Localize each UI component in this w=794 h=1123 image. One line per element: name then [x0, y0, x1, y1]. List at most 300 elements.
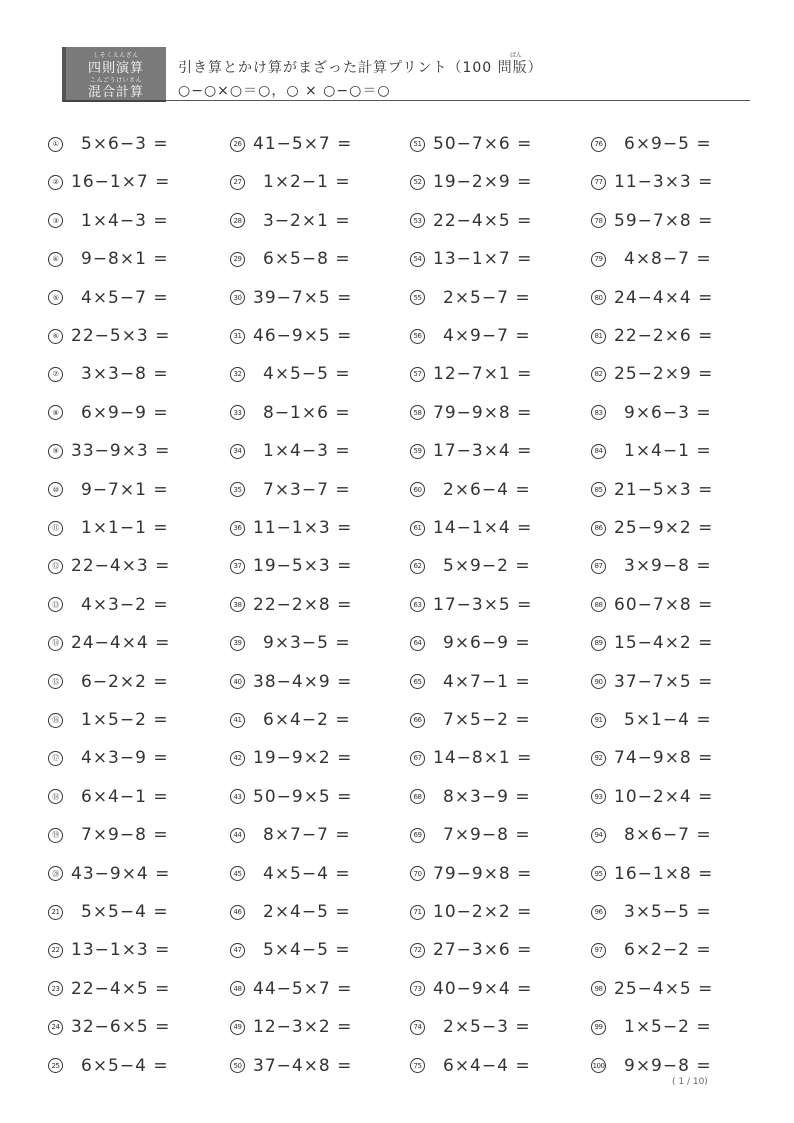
problem-expression: 4×5−4 =	[263, 863, 351, 884]
problem-expression: 1×5−2 =	[81, 710, 169, 730]
problem-expression: 24−4×4 =	[614, 287, 714, 308]
problem-item	[410, 628, 563, 658]
problem-number-badge: 87	[591, 559, 606, 574]
problem-number-badge: 22	[48, 943, 63, 958]
problem-item	[591, 244, 744, 274]
problem-number-badge: 89	[591, 636, 606, 651]
problem-item	[230, 206, 383, 236]
problem-item	[48, 283, 201, 313]
problem-expression: 25−9×2 =	[614, 518, 714, 538]
problem-expression: 10−2×2 =	[433, 902, 533, 922]
problem-item	[591, 475, 734, 505]
problem-number-badge: 98	[591, 981, 606, 996]
problem-item	[410, 551, 563, 581]
problem-number-badge: ⑥	[48, 329, 63, 344]
problem-item	[410, 667, 563, 697]
problem-expression: 2×4−5 =	[263, 902, 351, 922]
category-title-2: 混合計算	[87, 85, 144, 100]
problem-number-badge: 31	[230, 329, 245, 344]
problem-item	[48, 475, 201, 505]
problem-item	[410, 475, 563, 505]
problem-expression: 21−5×3 =	[614, 479, 714, 500]
problem-item	[48, 513, 201, 543]
problem-item	[230, 974, 373, 1004]
problem-number-badge: 90	[591, 674, 606, 689]
problem-expression: 6−2×2 =	[81, 671, 169, 692]
problem-expression: 4×9−7 =	[443, 326, 531, 346]
problem-number-badge: 92	[591, 751, 606, 766]
problem-item	[591, 1012, 744, 1042]
problem-number-badge: 48	[230, 981, 245, 996]
problem-item	[230, 667, 373, 697]
problem-number-badge: 26	[230, 137, 245, 152]
problem-item	[230, 321, 373, 351]
problem-item	[230, 129, 373, 159]
problem-number-badge: 77	[591, 175, 606, 190]
problem-number-badge: 49	[230, 1020, 245, 1035]
problem-expression: 32−6×5 =	[71, 1017, 171, 1038]
problem-number-badge: 44	[230, 828, 245, 843]
problem-item	[230, 475, 383, 505]
problem-item	[230, 628, 383, 658]
problem-item	[410, 513, 553, 543]
problem-expression: 11−3×3 =	[614, 172, 714, 193]
problem-item	[410, 283, 563, 313]
problem-number-badge: ⑫	[48, 559, 63, 574]
problem-item	[591, 935, 744, 965]
problem-number-badge: 85	[591, 482, 606, 497]
problem-number-badge: 45	[230, 866, 245, 881]
problem-number-badge: ⑮	[48, 674, 63, 689]
problem-expression: 2×6−4 =	[443, 479, 531, 500]
problem-expression: 22−2×6 =	[614, 326, 714, 346]
problem-expression: 8×3−9 =	[443, 786, 531, 807]
problem-item	[410, 436, 553, 466]
page-title: 引き算とかけ算がまざった計算プリント（100 問版）	[178, 60, 543, 76]
problem-number-badge: ⑦	[48, 367, 63, 382]
problem-number-badge: 67	[410, 751, 425, 766]
problem-expression: 13−1×7 =	[433, 249, 533, 270]
problem-number-badge: 32	[230, 367, 245, 382]
problem-number-badge: 58	[410, 405, 425, 420]
problem-number-badge: 34	[230, 444, 245, 459]
problem-number-badge: 47	[230, 943, 245, 958]
problem-item	[591, 590, 734, 620]
problem-number-badge: 42	[230, 751, 245, 766]
problem-item	[410, 590, 553, 620]
problem-item	[591, 513, 734, 543]
problem-number-badge: 75	[410, 1058, 425, 1073]
problem-item	[48, 628, 191, 658]
problem-item	[591, 167, 734, 197]
problem-expression: 11−1×3 =	[253, 518, 353, 538]
problem-number-badge: ⑩	[48, 482, 63, 497]
problem-item	[410, 743, 553, 773]
problem-item	[48, 705, 201, 735]
title-ruby: ばん	[510, 52, 523, 59]
problem-item	[48, 1051, 201, 1081]
problem-number-badge: 56	[410, 329, 425, 344]
category-ruby-1: しそくえんざん	[93, 52, 139, 59]
problem-expression: 4×3−2 =	[81, 594, 169, 615]
problem-number-badge: 60	[410, 482, 425, 497]
problem-expression: 33−9×3 =	[71, 441, 171, 462]
problem-number-badge: 88	[591, 597, 606, 612]
problem-expression: 9×6−9 =	[443, 633, 531, 654]
problem-item	[230, 743, 373, 773]
problem-expression: 4×5−5 =	[263, 364, 351, 385]
problem-expression: 3×5−5 =	[624, 902, 712, 922]
problem-item	[410, 935, 553, 965]
problem-expression: 1×5−2 =	[624, 1017, 712, 1038]
problem-number-badge: 64	[410, 636, 425, 651]
problem-number-badge: 100	[591, 1058, 606, 1073]
problem-number-badge: ⑯	[48, 713, 63, 728]
problem-item	[230, 590, 373, 620]
problem-item	[591, 667, 734, 697]
problem-item	[410, 398, 553, 428]
problem-item	[591, 436, 744, 466]
problem-number-badge: 73	[410, 981, 425, 996]
problem-expression: 12−3×2 =	[253, 1017, 353, 1038]
problem-number-badge: ⑪	[48, 521, 63, 536]
problem-expression: 79−9×8 =	[433, 863, 533, 884]
problem-expression: 7×5−2 =	[443, 710, 531, 730]
problem-expression: 10−2×4 =	[614, 786, 714, 807]
problem-number-badge: 95	[591, 866, 606, 881]
problem-item	[230, 782, 373, 812]
problem-number-badge: ⑱	[48, 789, 63, 804]
problem-expression: 16−1×7 =	[71, 172, 171, 193]
problem-expression: 50−9×5 =	[253, 786, 353, 807]
problem-expression: 9×3−5 =	[263, 633, 351, 654]
problem-expression: 5×1−4 =	[624, 710, 712, 730]
problem-expression: 9−7×1 =	[81, 479, 169, 500]
problem-number-badge: ⑬	[48, 597, 63, 612]
problem-expression: 39−7×5 =	[253, 287, 353, 308]
problem-number-badge: 28	[230, 213, 245, 228]
problem-item	[230, 398, 383, 428]
problem-number-badge: ①	[48, 137, 63, 152]
problem-number-badge: 43	[230, 789, 245, 804]
problem-number-badge: 82	[591, 367, 606, 382]
problem-expression: 8×7−7 =	[263, 825, 351, 846]
problem-item	[410, 359, 553, 389]
problem-expression: 59−7×8 =	[614, 210, 714, 231]
problem-number-badge: 35	[230, 482, 245, 497]
problem-item	[48, 859, 191, 889]
page-subtitle: ○−○×○＝○，○ × ○−○＝○	[178, 83, 391, 99]
header-divider	[166, 100, 750, 101]
problem-number-badge: 68	[410, 789, 425, 804]
problem-expression: 6×4−1 =	[81, 786, 169, 807]
problem-expression: 6×4−2 =	[263, 710, 351, 730]
problem-number-badge: 78	[591, 213, 606, 228]
problem-item	[591, 398, 744, 428]
problem-expression: 5×9−2 =	[443, 556, 531, 577]
problem-number-badge: ⑰	[48, 751, 63, 766]
problem-expression: 7×9−8 =	[443, 825, 531, 846]
problem-number-badge: ②	[48, 175, 63, 190]
problem-item	[410, 974, 553, 1004]
problem-expression: 25−2×9 =	[614, 364, 714, 385]
problem-expression: 40−9×4 =	[433, 978, 533, 999]
problem-item	[591, 206, 734, 236]
problem-number-badge: 93	[591, 789, 606, 804]
problem-number-badge: ⑤	[48, 290, 63, 305]
problem-item	[591, 859, 734, 889]
problem-number-badge: 51	[410, 137, 425, 152]
problem-number-badge: ⑳	[48, 866, 63, 881]
problem-expression: 22−4×3 =	[71, 556, 171, 577]
problem-number-badge: ④	[48, 252, 63, 267]
problem-item	[591, 321, 734, 351]
problem-number-badge: 96	[591, 905, 606, 920]
problem-item	[230, 935, 383, 965]
problem-number-badge: ⑲	[48, 828, 63, 843]
problem-expression: 43−9×4 =	[71, 863, 171, 884]
problem-item	[230, 859, 383, 889]
problem-item	[230, 359, 383, 389]
problem-number-badge: 69	[410, 828, 425, 843]
category-title-1: 四則演算	[87, 61, 144, 76]
category-label-box	[62, 47, 166, 102]
problem-item	[230, 1051, 373, 1081]
problem-expression: 4×3−9 =	[81, 748, 169, 769]
problem-expression: 7×3−7 =	[263, 479, 351, 500]
problem-expression: 37−7×5 =	[614, 671, 714, 692]
problem-number-badge: 25	[48, 1058, 63, 1073]
problem-expression: 19−2×9 =	[433, 172, 533, 193]
problem-expression: 46−9×5 =	[253, 326, 353, 346]
problem-item	[410, 897, 553, 927]
problem-item	[48, 667, 201, 697]
problem-item	[410, 1051, 563, 1081]
problem-item	[48, 743, 201, 773]
problem-number-badge: 24	[48, 1020, 63, 1035]
problem-number-badge: 91	[591, 713, 606, 728]
problem-expression: 4×7−1 =	[443, 671, 531, 692]
problem-expression: 6×9−9 =	[81, 402, 169, 423]
problem-item	[230, 283, 373, 313]
problem-number-badge: 40	[230, 674, 245, 689]
problem-expression: 44−5×7 =	[253, 978, 353, 999]
problem-expression: 38−4×9 =	[253, 671, 353, 692]
problem-expression: 4×5−7 =	[81, 287, 169, 308]
problem-expression: 1×2−1 =	[263, 172, 351, 193]
problem-expression: 16−1×8 =	[614, 863, 714, 884]
problem-item	[591, 359, 734, 389]
problem-number-badge: 23	[48, 981, 63, 996]
problem-number-badge: 61	[410, 521, 425, 536]
problem-item	[48, 551, 191, 581]
problem-item	[230, 1012, 373, 1042]
problem-item	[48, 359, 201, 389]
problem-expression: 9−8×1 =	[81, 249, 169, 270]
problem-number-badge: 97	[591, 943, 606, 958]
problem-expression: 12−7×1 =	[433, 364, 533, 385]
problem-item	[591, 628, 734, 658]
problem-number-badge: 29	[230, 252, 245, 267]
problem-expression: 41−5×7 =	[253, 134, 353, 154]
problem-number-badge: 36	[230, 521, 245, 536]
problem-number-badge: 37	[230, 559, 245, 574]
problem-expression: 3−2×1 =	[263, 210, 351, 231]
problem-item	[410, 1012, 563, 1042]
problem-item	[591, 551, 744, 581]
problem-number-badge: 50	[230, 1058, 245, 1073]
problem-expression: 1×4−3 =	[81, 210, 169, 231]
problem-item	[48, 244, 201, 274]
problem-expression: 27−3×6 =	[433, 940, 533, 961]
problem-item	[591, 129, 744, 159]
problem-item	[410, 859, 553, 889]
problem-expression: 8−1×6 =	[263, 402, 351, 423]
problem-number-badge: 80	[591, 290, 606, 305]
problem-expression: 15−4×2 =	[614, 633, 714, 654]
problem-expression: 50−7×6 =	[433, 134, 533, 154]
problem-expression: 13−1×3 =	[71, 940, 171, 961]
problem-number-badge: 38	[230, 597, 245, 612]
problem-item	[230, 513, 373, 543]
problem-expression: 37−4×8 =	[253, 1055, 353, 1076]
problem-item	[410, 321, 563, 351]
problem-expression: 2×5−7 =	[443, 287, 531, 308]
problem-expression: 14−8×1 =	[433, 748, 533, 769]
problem-number-badge: 46	[230, 905, 245, 920]
problem-item	[48, 436, 191, 466]
problem-number-badge: 62	[410, 559, 425, 574]
problem-item	[410, 206, 553, 236]
problem-expression: 5×6−3 =	[81, 134, 169, 154]
problem-number-badge: ③	[48, 213, 63, 228]
problem-number-badge: 59	[410, 444, 425, 459]
problem-item	[230, 897, 383, 927]
problem-expression: 7×9−8 =	[81, 825, 169, 846]
problem-number-badge: 30	[230, 290, 245, 305]
problem-item	[48, 897, 201, 927]
problem-expression: 19−5×3 =	[253, 556, 353, 577]
problem-expression: 3×9−8 =	[624, 556, 712, 577]
problem-item	[591, 283, 734, 313]
problem-number-badge: 66	[410, 713, 425, 728]
problem-item	[48, 820, 201, 850]
problem-item	[48, 129, 201, 159]
problem-number-badge: ⑭	[48, 636, 63, 651]
problem-number-badge: 86	[591, 521, 606, 536]
problem-expression: 6×5−8 =	[263, 249, 351, 270]
problem-item	[591, 974, 734, 1004]
problem-expression: 24−4×4 =	[71, 633, 171, 654]
problem-number-badge: 65	[410, 674, 425, 689]
problem-expression: 6×4−4 =	[443, 1055, 531, 1076]
problem-expression: 74−9×8 =	[614, 748, 714, 769]
problem-expression: 2×5−3 =	[443, 1017, 531, 1038]
problem-item	[230, 820, 383, 850]
problem-number-badge: 41	[230, 713, 245, 728]
problem-item	[48, 590, 201, 620]
problem-number-badge: 70	[410, 866, 425, 881]
problem-number-badge: 81	[591, 329, 606, 344]
problem-item	[48, 321, 191, 351]
problem-item	[230, 705, 383, 735]
problem-number-badge: 71	[410, 905, 425, 920]
problem-item	[591, 743, 734, 773]
problem-expression: 25−4×5 =	[614, 978, 714, 999]
problem-expression: 79−9×8 =	[433, 402, 533, 423]
problem-item	[48, 398, 201, 428]
problem-number-badge: 79	[591, 252, 606, 267]
problem-number-badge: 52	[410, 175, 425, 190]
problem-number-badge: 99	[591, 1020, 606, 1035]
problem-expression: 9×6−3 =	[624, 402, 712, 423]
problem-number-badge: 53	[410, 213, 425, 228]
problem-item	[591, 1051, 744, 1081]
problem-number-badge: 72	[410, 943, 425, 958]
problem-expression: 60−7×8 =	[614, 594, 714, 615]
problem-expression: 22−2×8 =	[253, 594, 353, 615]
problem-item	[410, 820, 563, 850]
problem-item	[48, 167, 191, 197]
problem-expression: 17−3×5 =	[433, 594, 533, 615]
problem-number-badge: ⑨	[48, 444, 63, 459]
problem-expression: 19−9×2 =	[253, 748, 353, 769]
problem-item	[230, 551, 373, 581]
page-number: ( 1 / 10)	[672, 1077, 708, 1087]
problem-expression: 14−1×4 =	[433, 518, 533, 538]
problem-item	[591, 820, 744, 850]
problem-number-badge: 39	[230, 636, 245, 651]
problem-number-badge: 57	[410, 367, 425, 382]
problem-expression: 8×6−7 =	[624, 825, 712, 846]
problem-item	[591, 897, 744, 927]
problem-expression: 1×4−1 =	[624, 441, 712, 462]
problem-item	[591, 782, 734, 812]
problem-expression: 9×9−8 =	[624, 1055, 712, 1076]
problem-expression: 17−3×4 =	[433, 441, 533, 462]
problem-number-badge: 55	[410, 290, 425, 305]
problem-item	[410, 782, 563, 812]
problem-item	[48, 974, 191, 1004]
problem-item	[230, 167, 383, 197]
problem-number-badge: 83	[591, 405, 606, 420]
problem-number-badge: 27	[230, 175, 245, 190]
problem-expression: 5×5−4 =	[81, 902, 169, 922]
problem-item	[410, 129, 553, 159]
problem-expression: 22−4×5 =	[433, 210, 533, 231]
category-ruby-2: こんごうけいさん	[89, 77, 142, 84]
problem-expression: 1×1−1 =	[81, 518, 169, 538]
problem-number-badge: ⑧	[48, 405, 63, 420]
problem-number-badge: 21	[48, 905, 63, 920]
problem-expression: 6×2−2 =	[624, 940, 712, 961]
problem-expression: 4×8−7 =	[624, 249, 712, 270]
problem-number-badge: 63	[410, 597, 425, 612]
problem-item	[410, 705, 563, 735]
problem-item	[48, 782, 201, 812]
problem-item	[48, 935, 191, 965]
problem-expression: 6×5−4 =	[81, 1055, 169, 1076]
problem-item	[230, 436, 383, 466]
problem-expression: 3×3−8 =	[81, 364, 169, 385]
problem-number-badge: 94	[591, 828, 606, 843]
problem-expression: 22−4×5 =	[71, 978, 171, 999]
problem-item	[591, 705, 744, 735]
problem-item	[48, 1012, 191, 1042]
problem-number-badge: 33	[230, 405, 245, 420]
problem-number-badge: 74	[410, 1020, 425, 1035]
problem-expression: 22−5×3 =	[71, 326, 171, 346]
